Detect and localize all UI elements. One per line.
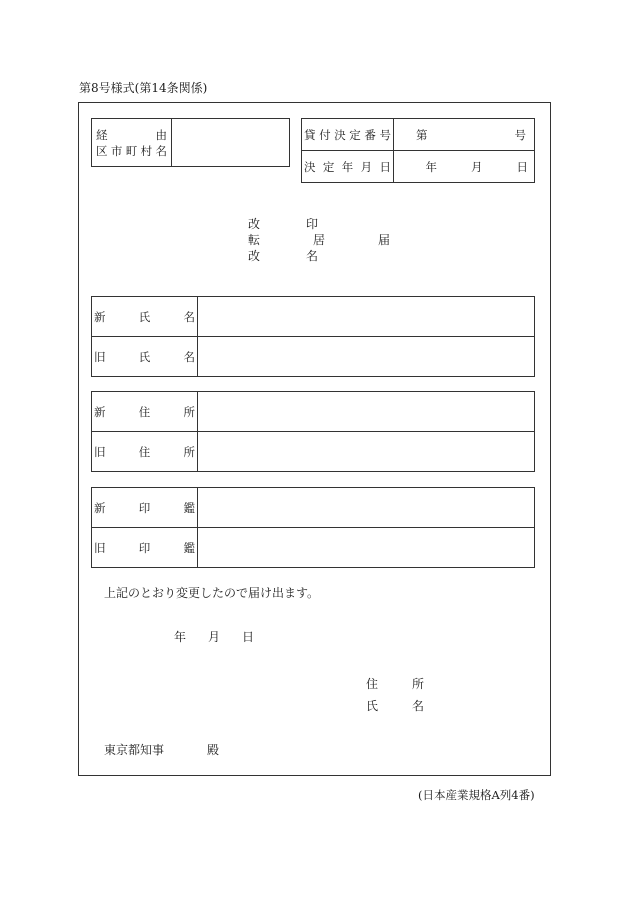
loan-number-label: 貸 付 決 定 番 号 (302, 119, 394, 151)
old-seal-label: 旧 印 鑑 (92, 528, 198, 568)
new-address-label: 新 住 所 (92, 392, 198, 432)
new-seal-field[interactable] (198, 488, 535, 528)
form-title: 改 印 転 居 届 改 名 (248, 217, 390, 263)
decision-date-label: 決 定 年 月 日 (302, 151, 394, 183)
old-seal-field[interactable] (198, 528, 535, 568)
addressee: 東京都知事 (104, 743, 165, 757)
loan-decision-box (301, 118, 535, 183)
via-municipality-box (91, 118, 290, 167)
name-table (91, 296, 535, 377)
applicant-name-label: 氏 名 (366, 699, 424, 713)
new-name-field[interactable] (198, 297, 535, 337)
new-name-label: 新 氏 名 (92, 297, 198, 337)
paper-size-note: (日本産業規格A列4番) (418, 788, 535, 802)
via-municipality-label: 経 由 区 市 町 村 名 (92, 119, 172, 167)
old-address-field[interactable] (198, 432, 535, 472)
new-address-field[interactable] (198, 392, 535, 432)
loan-number-field[interactable]: 第 号 (394, 119, 535, 151)
honorific: 殿 (207, 743, 220, 757)
applicant-address-label: 住 所 (366, 677, 424, 691)
submission-date[interactable]: 年 月 日 (174, 630, 255, 644)
old-name-field[interactable] (198, 337, 535, 377)
address-table (91, 391, 535, 472)
seal-table (91, 487, 535, 568)
old-address-label: 旧 住 所 (92, 432, 198, 472)
form-number: 第8号様式(第14条関係) (79, 81, 208, 95)
via-municipality-field[interactable] (172, 119, 290, 167)
decision-date-field[interactable]: 年 月 日 (394, 151, 535, 183)
new-seal-label: 新 印 鑑 (92, 488, 198, 528)
old-name-label: 旧 氏 名 (92, 337, 198, 377)
declaration-statement: 上記のとおり変更したので届け出ます。 (104, 586, 320, 600)
